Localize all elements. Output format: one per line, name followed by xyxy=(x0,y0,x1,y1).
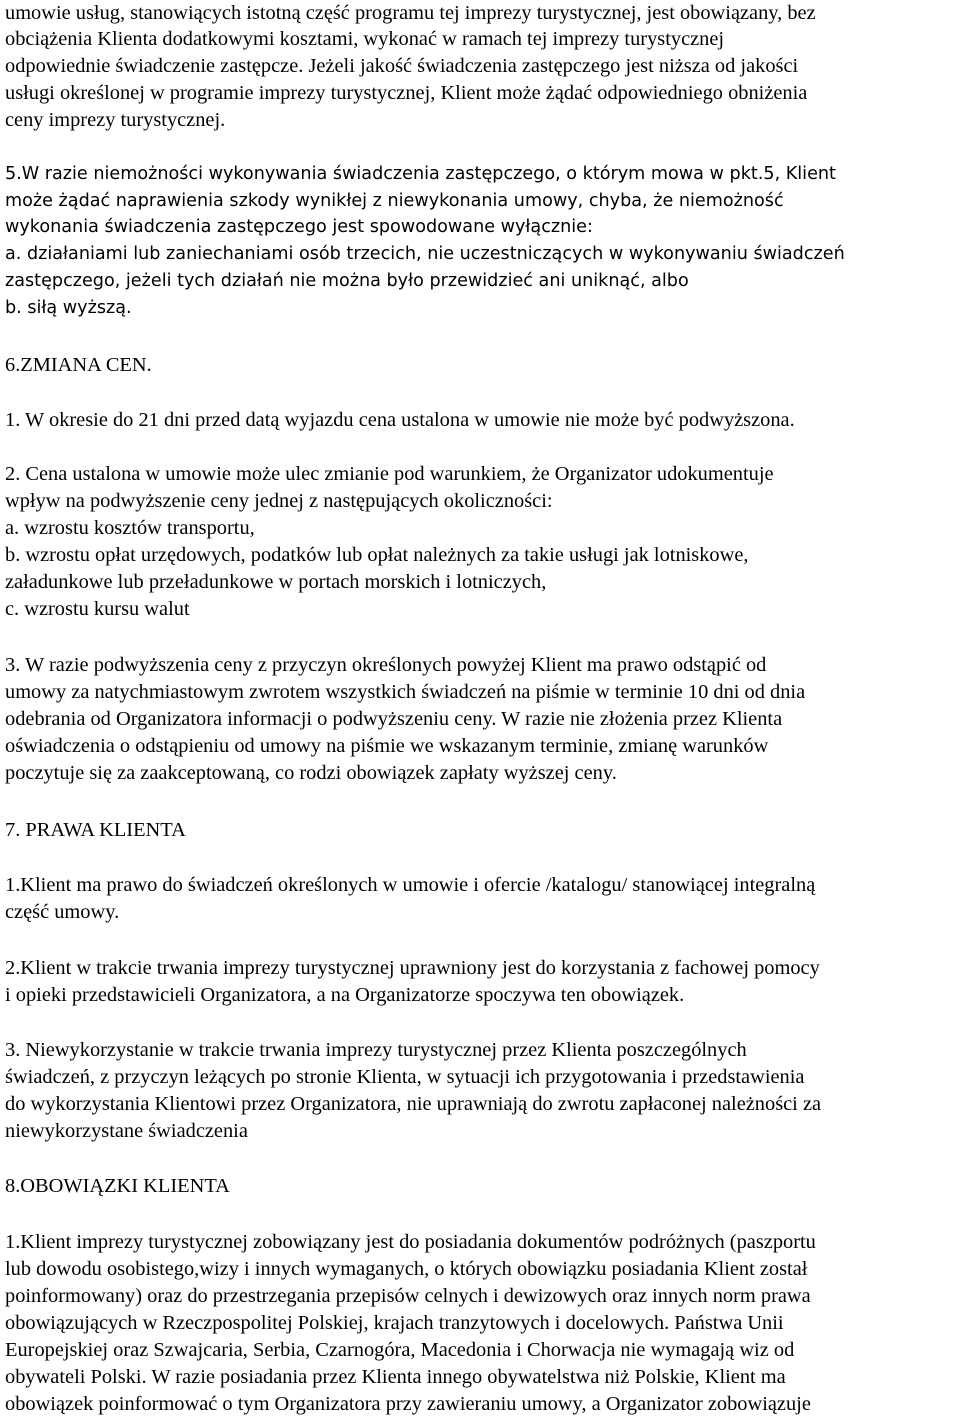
text-line: do wykorzystania Klientowi przez Organizatora, nie uprawniają do zwrotu zapłaconej należności za xyxy=(5,1093,822,1115)
section-heading-zmiana-cen: 6.ZMIANA CEN. xyxy=(5,354,152,376)
text-line: obowiązek poinformować o tym Organizatora przy zawieraniu umowy, a Organizator zobowiązuje xyxy=(5,1393,811,1415)
text-line: poczytuje się za zaakceptowaną, co rodzi obowiązek zapłaty wyższej ceny. xyxy=(5,762,617,784)
text-line: b. wzrostu opłat urzędowych, podatków lub opłat należnych za takie usługi jak lotniskowe, xyxy=(5,544,749,566)
section-heading-obowiazki-klienta: 8.OBOWIĄZKI KLIENTA xyxy=(5,1175,230,1197)
text-line: 1. W okresie do 21 dni przed datą wyjazdu cena ustalona w umowie nie może być podwyższona. xyxy=(5,409,795,431)
text-line: Europejskiej oraz Szwajcaria, Serbia, Czarnogóra, Macedonia i Chorwacja nie wymagają wiz od xyxy=(5,1339,795,1361)
text-line: poinformowany) oraz do przestrzegania przepisów celnych i dewizowych oraz innych norm prawa xyxy=(5,1285,811,1307)
text-line: obowiązujących w Rzeczpospolitej Polskiej, krajach tranzytowych i docelowych. Państwa Unii xyxy=(5,1312,784,1334)
text-line: obciążenia Klienta dodatkowymi kosztami, wykonać w ramach tej imprezy turystycznej xyxy=(5,28,725,50)
text-line: może żądać naprawienia szkody wynikłej z niewykonania umowy, chyba, że niemożność xyxy=(5,191,784,211)
text-line: obywateli Polski. W razie posiadania przez Klienta innego obywatelstwa niż Polskie, Klient ma xyxy=(5,1366,786,1388)
text-line: usługi określonej w programie imprezy turystycznej, Klient może żądać odpowiedniego obniżenia xyxy=(5,82,808,104)
section-heading-prawa-klienta: 7. PRAWA KLIENTA xyxy=(5,819,186,841)
text-line: a. wzrostu kosztów transportu, xyxy=(5,517,255,539)
text-line: umowy za natychmiastowym zwrotem wszystkich świadczeń na piśmie w terminie 10 dni od dnia xyxy=(5,681,806,703)
text-line: b. siłą wyższą. xyxy=(5,298,132,318)
text-line: świadczeń, z przyczyn leżących po stronie Klienta, w sytuacji ich przygotowania i przedstawienia xyxy=(5,1066,805,1088)
text-line: 1.Klient imprezy turystycznej zobowiązany jest do posiadania dokumentów podróżnych (paszportu xyxy=(5,1231,816,1253)
text-line: lub dowodu osobistego,wizy i innych wymaganych, o których obowiązku posiadania Klient został xyxy=(5,1258,808,1280)
text-line: 2.Klient w trakcie trwania imprezy turystycznej uprawniony jest do korzystania z fachowej pomocy xyxy=(5,957,820,979)
text-line: 5.W razie niemożności wykonywania świadczenia zastępczego, o którym mowa w pkt.5, Klient xyxy=(5,164,836,184)
text-line: zastępczego, jeżeli tych działań nie można było przewidzieć ani uniknąć, albo xyxy=(5,271,689,291)
text-line: odpowiednie świadczenie zastępcze. Jeżeli jakość świadczenia zastępczego jest niższa od jakości xyxy=(5,55,799,77)
text-line: i opieki przedstawicieli Organizatora, a na Organizatorze spoczywa ten obowiązek. xyxy=(5,984,685,1006)
text-line: oświadczenia o odstąpieniu od umowy na piśmie we wskazanym terminie, zmianę warunków xyxy=(5,735,769,757)
text-line: ceny imprezy turystycznej. xyxy=(5,109,226,131)
text-line: 1.Klient ma prawo do świadczeń określonych w umowie i ofercie /katalogu/ stanowiącej integralną xyxy=(5,874,816,896)
text-line: a. działaniami lub zaniechaniami osób trzecich, nie uczestniczących w wykonywaniu świadczeń xyxy=(5,244,845,264)
text-line: wpływ na podwyższenie ceny jednej z następujących okoliczności: xyxy=(5,490,553,512)
text-line: załadunkowe lub przeładunkowe w portach morskich i lotniczych, xyxy=(5,571,547,593)
text-line: część umowy. xyxy=(5,901,120,923)
text-line: 3. W razie podwyższenia ceny z przyczyn określonych powyżej Klient ma prawo odstąpić od xyxy=(5,654,767,676)
text-line: 3. Niewykorzystanie w trakcie trwania imprezy turystycznej przez Klienta poszczególnych xyxy=(5,1039,747,1061)
text-line: niewykorzystane świadczenia xyxy=(5,1120,248,1142)
text-line: odebrania od Organizatora informacji o podwyższeniu ceny. W razie nie złożenia przez Klienta xyxy=(5,708,783,730)
text-line: c. wzrostu kursu walut xyxy=(5,598,190,620)
text-line: 2. Cena ustalona w umowie może ulec zmianie pod warunkiem, że Organizator udokumentuje xyxy=(5,463,774,485)
text-line: wykonania świadczenia zastępczego jest spowodowane wyłącznie: xyxy=(5,217,593,237)
text-line: umowie usług, stanowiących istotną część programu tej imprezy turystycznej, jest obowiązany, bez xyxy=(5,2,816,24)
